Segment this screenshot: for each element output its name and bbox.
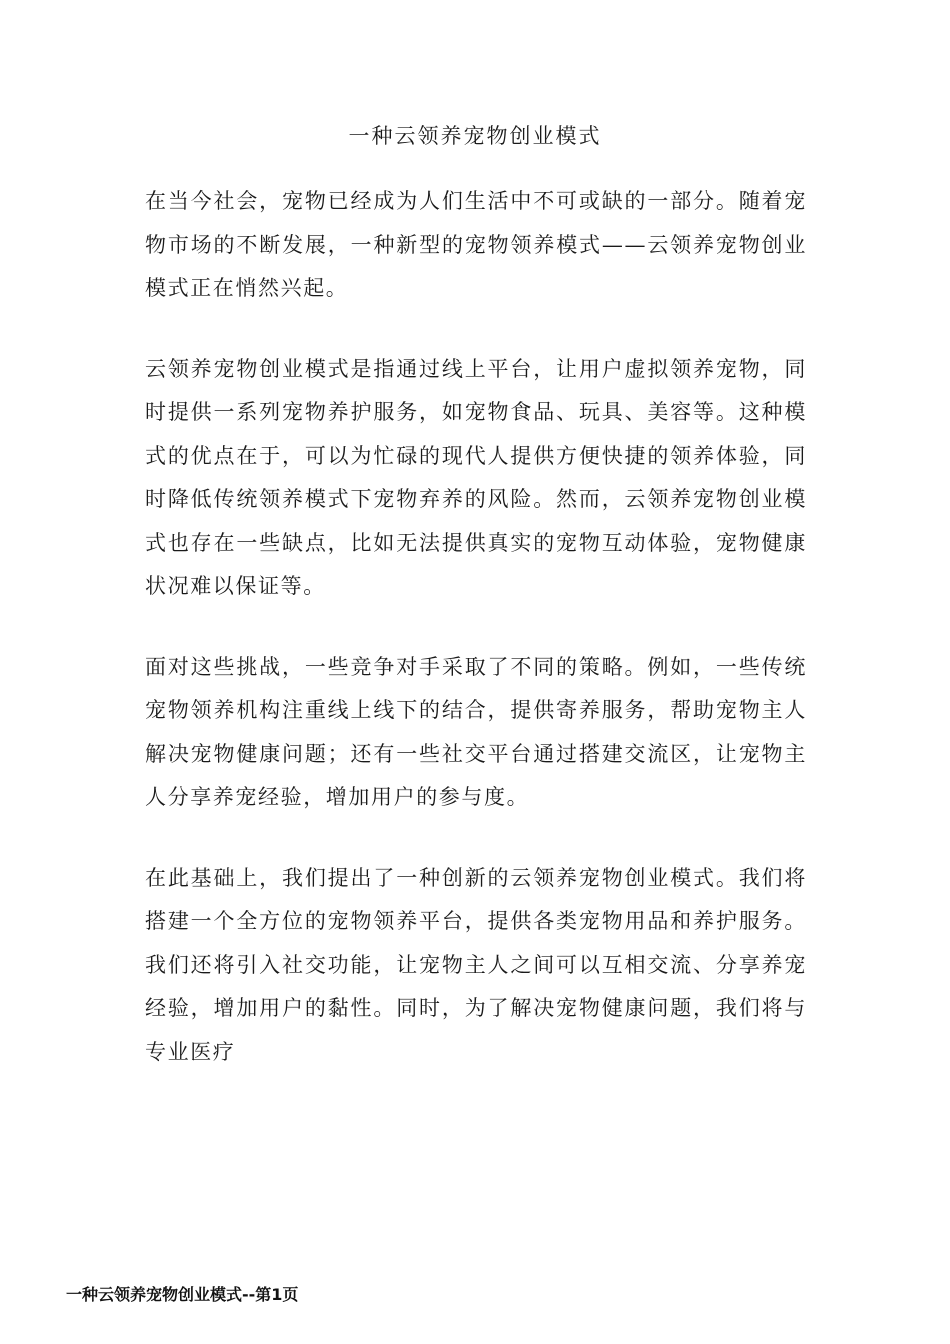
page-footer: 一种云领养宠物创业模式--第1页 — [66, 1285, 299, 1304]
document-title: 一种云领养宠物创业模式 — [348, 124, 602, 148]
paragraph-2: 云领养宠物创业模式是指通过线上平台，让用户虚拟领养宠物，同时提供一系列宠物养护服务，如宠物食品、玩具、美容等。这种模式的优点在于，可以为忙碌的现代人提供方便快捷的领养体验，同时降低传统领养模式下宠物弃养的风险。然而，云领养宠物创业模式也存在一些缺点，比如无法提供真实的宠物互动体验，宠物健康状况难以保证等。 — [145, 356, 807, 598]
paragraph-1: 在当今社会，宠物已经成为人们生活中不可或缺的一部分。随着宠物市场的不断发展，一种新型的宠物领养模式——云领养宠物创业模式正在悄然兴起。 — [145, 189, 807, 300]
paragraph-4: 在此基础上，我们提出了一种创新的云领养宠物创业模式。我们将搭建一个全方位的宠物领养平台，提供各类宠物用品和养护服务。我们还将引入社交功能，让宠物主人之间可以互相交流、分享养宠经验，增加用户的黏性。同时，为了解决宠物健康问题，我们将与专业医疗 — [145, 865, 807, 1064]
document-body — [145, 180, 807, 1111]
paragraph-3: 面对这些挑战，一些竞争对手采取了不同的策略。例如，一些传统宠物领养机构注重线上线下的结合，提供寄养服务，帮助宠物主人解决宠物健康问题；还有一些社交平台通过搭建交流区，让宠物主人分享养宠经验，增加用户的参与度。 — [145, 654, 807, 809]
